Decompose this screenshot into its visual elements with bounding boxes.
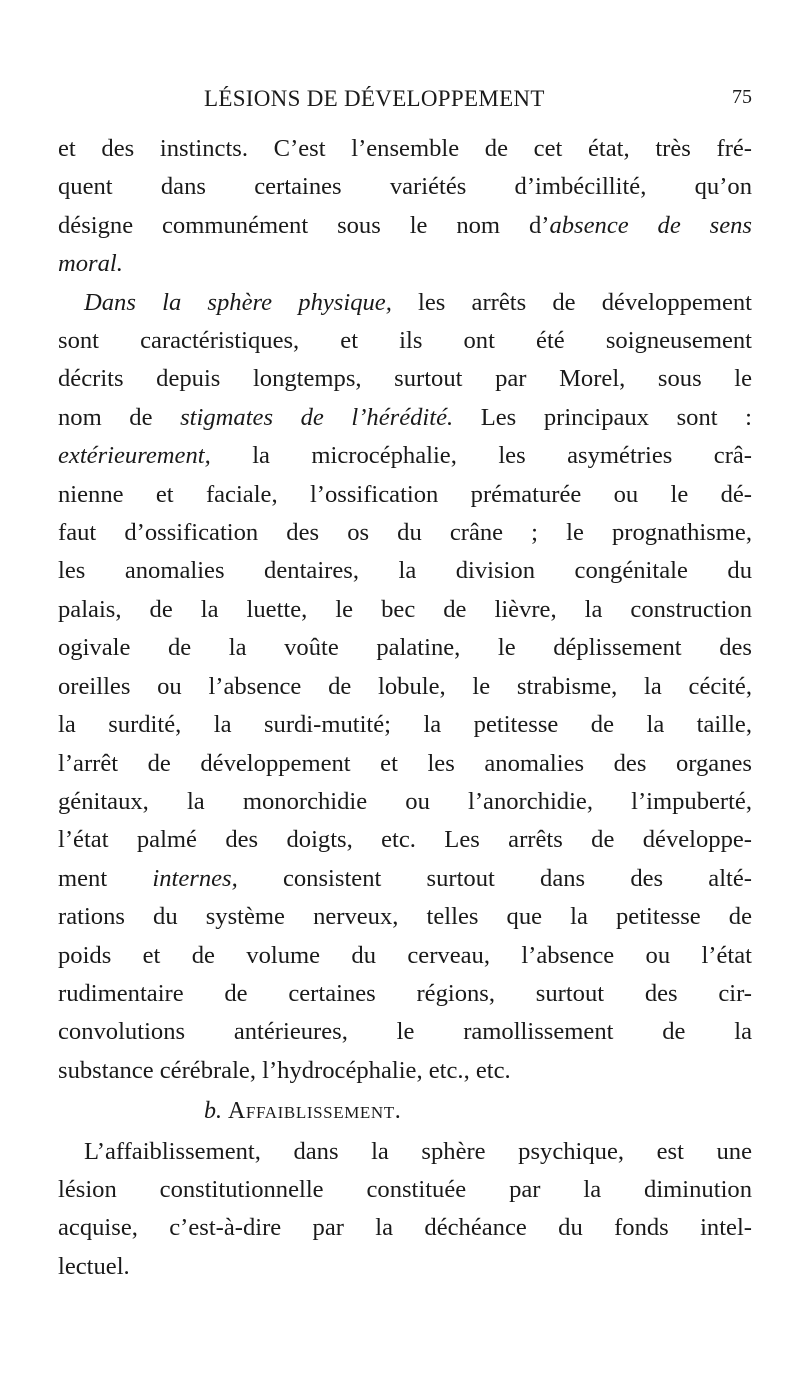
text-run: nom de <box>58 403 181 431</box>
text-line: la surdité, la surdi-mutité; la petitesse de la taille, <box>58 711 752 739</box>
italic-term: stigmates de l’hérédité. <box>180 403 454 431</box>
text-line: lectuel. <box>58 1252 130 1280</box>
running-title: LÉSIONS DE DÉVELOPPEMENT <box>204 86 545 111</box>
italic-term: extérieurement, <box>58 442 211 470</box>
text-line: sont caractéristiques, et ils ont été soigneusement <box>58 327 752 355</box>
paragraph-affaiblissement <box>58 1133 752 1287</box>
text-line: nienne et faciale, l’ossification prématurée ou le dé- <box>58 480 752 508</box>
italic-term: absence de sens <box>549 211 752 239</box>
text-line: génitaux, la monorchidie ou l’anorchidie, l’impuberté, <box>58 787 752 815</box>
text-line: substance cérébrale, l’hydrocéphalie, etc., etc. <box>58 1056 511 1084</box>
text-line: l’état palmé des doigts, etc. Les arrêts de développe- <box>58 826 752 854</box>
text-line: ogivale de la voûte palatine, le déplissement des <box>58 634 752 662</box>
page-number: 75 <box>732 86 752 108</box>
italic-term: internes, <box>152 864 238 892</box>
text-run: consistent surtout dans des alté- <box>237 864 752 892</box>
text-line <box>58 284 752 322</box>
text-run: ment <box>58 864 153 892</box>
text-line: L’affaiblissement, dans la sphère psychique, est une <box>84 1137 752 1165</box>
text-line: lésion constitutionnelle constituée par la diminution <box>58 1175 752 1203</box>
text-run: désigne communément sous le nom d’ <box>58 211 550 239</box>
book-page <box>58 86 752 1286</box>
text-line: rudimentaire de certaines régions, surtout des cir- <box>58 979 752 1007</box>
text-line: acquise, c’est-à-dire par la déchéance du fonds intel- <box>58 1214 752 1242</box>
text-run: Les principaux sont : <box>453 403 753 431</box>
section-title: Affaiblissement. <box>228 1098 402 1125</box>
text-line: les anomalies dentaires, la division congénitale du <box>58 557 752 585</box>
text-line <box>58 207 752 245</box>
text-run: les arrêts de développement <box>391 288 753 316</box>
text-line: convolutions antérieures, le ramollissement de la <box>58 1018 752 1046</box>
text-line: rations du système nerveux, telles que la petitesse de <box>58 903 752 931</box>
text-line <box>58 860 752 898</box>
text-line: oreilles ou l’absence de lobule, le strabisme, la cécité, <box>58 672 752 700</box>
text-line: palais, de la luette, le bec de lièvre, la construction <box>58 595 752 623</box>
paragraph-instincts <box>58 130 752 284</box>
text-line: poids et de volume du cerveau, l’absence ou l’état <box>58 941 752 969</box>
text-line: quent dans certaines variétés d’imbécillité, qu’on <box>58 173 752 201</box>
section-heading <box>58 1092 752 1130</box>
text-line: et des instincts. C’est l’ensemble de cet état, très fré- <box>58 135 752 162</box>
text-run: la microcéphalie, les asymétries crâ- <box>210 442 752 470</box>
text-line: décrits depuis longtemps, surtout par Morel, sous le <box>58 365 752 393</box>
paragraph-sphere-physique <box>58 284 752 1091</box>
text-line <box>58 437 752 475</box>
italic-term: Dans la sphère physique, <box>84 288 392 316</box>
text-line <box>58 399 752 437</box>
text-line: l’arrêt de développement et les anomalies des organes <box>58 749 752 777</box>
page-header <box>58 86 752 120</box>
section-marker: b. <box>204 1098 222 1125</box>
italic-term: moral. <box>58 250 123 278</box>
text-line: faut d’ossification des os du crâne ; le prognathisme, <box>58 519 752 547</box>
text-line <box>58 245 752 283</box>
